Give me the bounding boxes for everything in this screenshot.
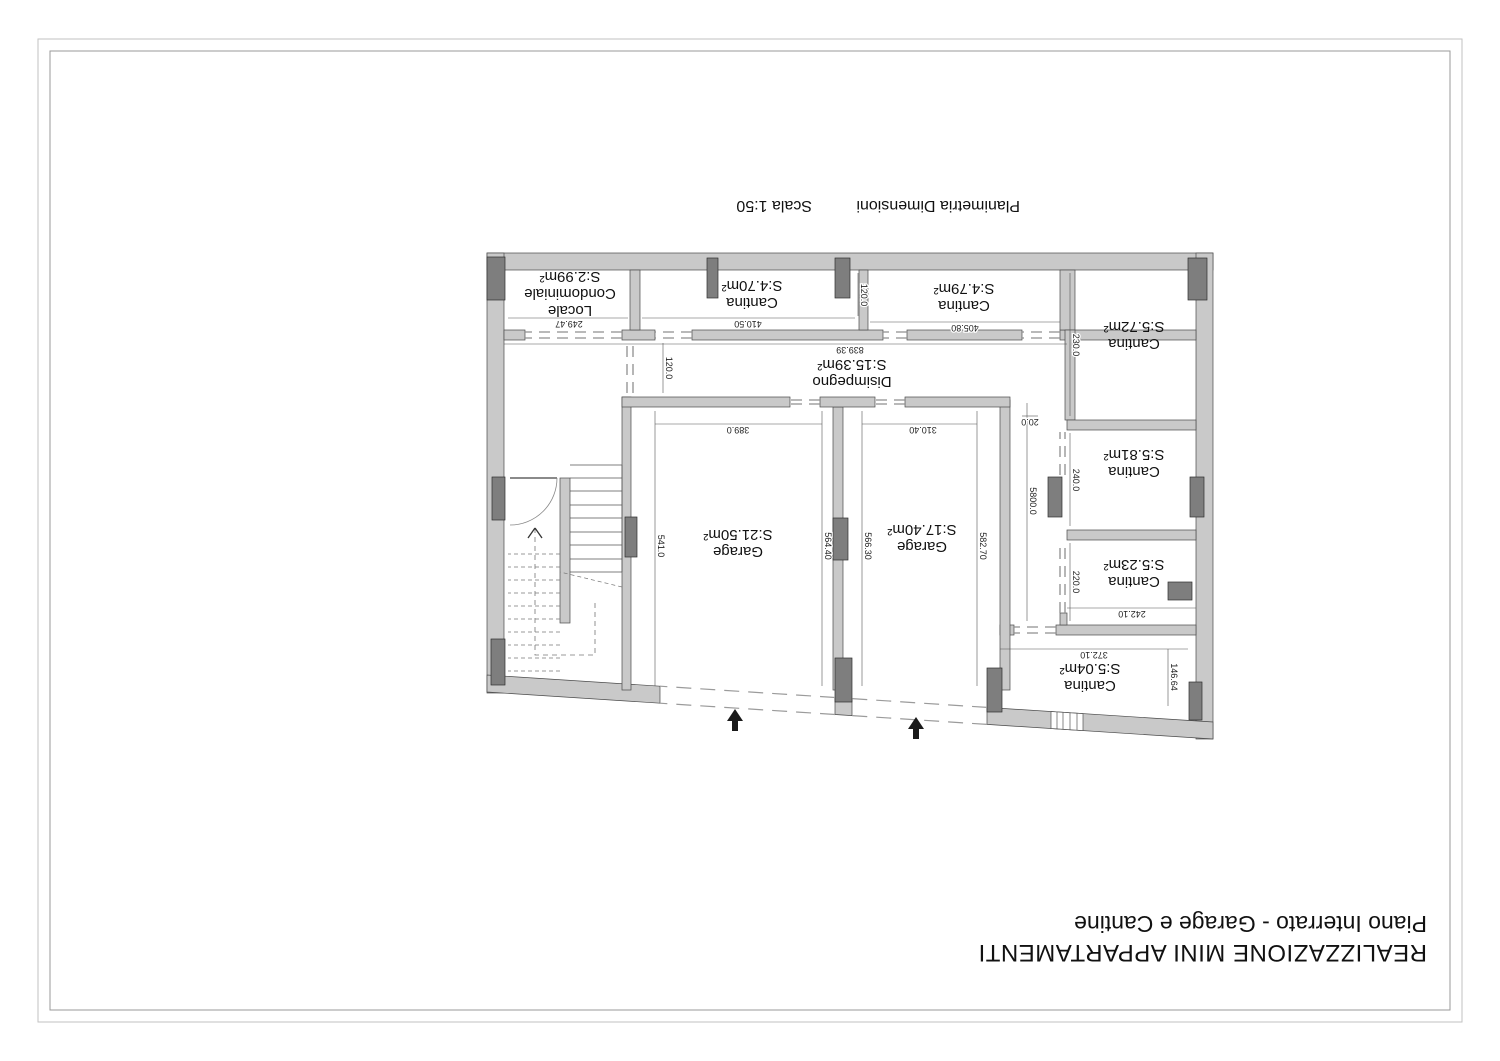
room-label-garage-2150 bbox=[703, 526, 772, 560]
room-label-disimpegno bbox=[812, 356, 891, 390]
room-name: Disimpegno bbox=[812, 373, 892, 390]
entry-arrow-icon bbox=[908, 717, 924, 739]
door-arc bbox=[510, 478, 557, 525]
room-label-cantina-572 bbox=[1104, 318, 1165, 352]
room-label-cantina-504 bbox=[1060, 660, 1121, 694]
room-name: Garage bbox=[712, 543, 764, 560]
plan-scale-label: Scala 1:50 bbox=[736, 197, 812, 214]
dimension-label: 405.80 bbox=[951, 323, 979, 333]
entry-arrow-icon bbox=[727, 709, 743, 731]
room-name: Cantina bbox=[1108, 463, 1160, 480]
dimension-label: 410.50 bbox=[734, 319, 762, 329]
room-area: S:4.79m² bbox=[933, 280, 995, 297]
dimension-label: 564.40 bbox=[823, 532, 833, 560]
basement-window bbox=[1051, 712, 1083, 731]
rotated-drawing bbox=[38, 39, 1462, 1022]
room-name: Cantina bbox=[938, 297, 990, 314]
room-name: Cantina bbox=[1108, 335, 1160, 352]
page-subtitle: Piano Interrato - Garage e Cantine bbox=[1074, 911, 1427, 937]
dimension-label: 120.0 bbox=[859, 283, 869, 307]
door-openings-dashed bbox=[525, 332, 1065, 633]
dimension-label: 566.30 bbox=[863, 532, 873, 560]
dimension-label: 230.0 bbox=[1071, 333, 1081, 357]
room-name: Cantina bbox=[1064, 677, 1116, 694]
room-area: S:5.81m² bbox=[1103, 446, 1165, 463]
interior-walls bbox=[504, 270, 1196, 690]
room-name: Cantina bbox=[1108, 573, 1160, 590]
dimension-label: 240.0 bbox=[1071, 468, 1081, 492]
dimension-label: 839.39 bbox=[836, 345, 864, 355]
dimension-label: 372.10 bbox=[1080, 650, 1108, 660]
dimension-label: 249.47 bbox=[555, 319, 583, 329]
dimension-label: 582.70 bbox=[978, 532, 988, 560]
dimension-label: 310.40 bbox=[909, 425, 937, 435]
room-name: Cantina bbox=[726, 294, 778, 311]
room-label-garage-1740 bbox=[887, 521, 956, 555]
room-area: S:15.39m² bbox=[817, 356, 887, 373]
garage-doors-dashed bbox=[660, 686, 987, 724]
room-name: Condominiale bbox=[524, 285, 616, 302]
dimension-label: 242.10 bbox=[1118, 609, 1146, 619]
room-area: S:5.23m² bbox=[1103, 556, 1165, 573]
dimension-label: 220.0 bbox=[1071, 570, 1081, 594]
page-title: REALIZZAZIONE MINI APPARTAMENTI bbox=[978, 939, 1427, 966]
room-label-locale-condominiale bbox=[524, 268, 616, 319]
dimension-label: 389.0 bbox=[726, 425, 750, 435]
plan-caption: Planimetria Dimensioni bbox=[856, 197, 1020, 214]
room-label-cantina-479 bbox=[934, 280, 995, 314]
room-area: S:17.40m² bbox=[887, 521, 957, 538]
room-label-cantina-581 bbox=[1104, 446, 1165, 480]
dimension-label: 146.64 bbox=[1169, 663, 1179, 691]
dimension-label: 20.0 bbox=[1021, 417, 1039, 427]
dimension-label: 120.0 bbox=[664, 356, 674, 380]
dimension-label: 5800.0 bbox=[1028, 487, 1038, 515]
room-name: Locale bbox=[547, 302, 593, 319]
room-label-cantina-523 bbox=[1104, 556, 1165, 590]
room-area: S:4.70m² bbox=[721, 277, 783, 294]
stair-door bbox=[510, 478, 557, 525]
room-area: S:5.72m² bbox=[1103, 318, 1165, 335]
dimension-label: 541.0 bbox=[656, 534, 666, 558]
room-area: S:21.50m² bbox=[703, 526, 773, 543]
room-name: Garage bbox=[896, 538, 948, 555]
room-label-cantina-470 bbox=[722, 277, 783, 311]
room-area: S:2.99m² bbox=[539, 268, 601, 285]
room-area: S:5.04m² bbox=[1059, 660, 1121, 677]
